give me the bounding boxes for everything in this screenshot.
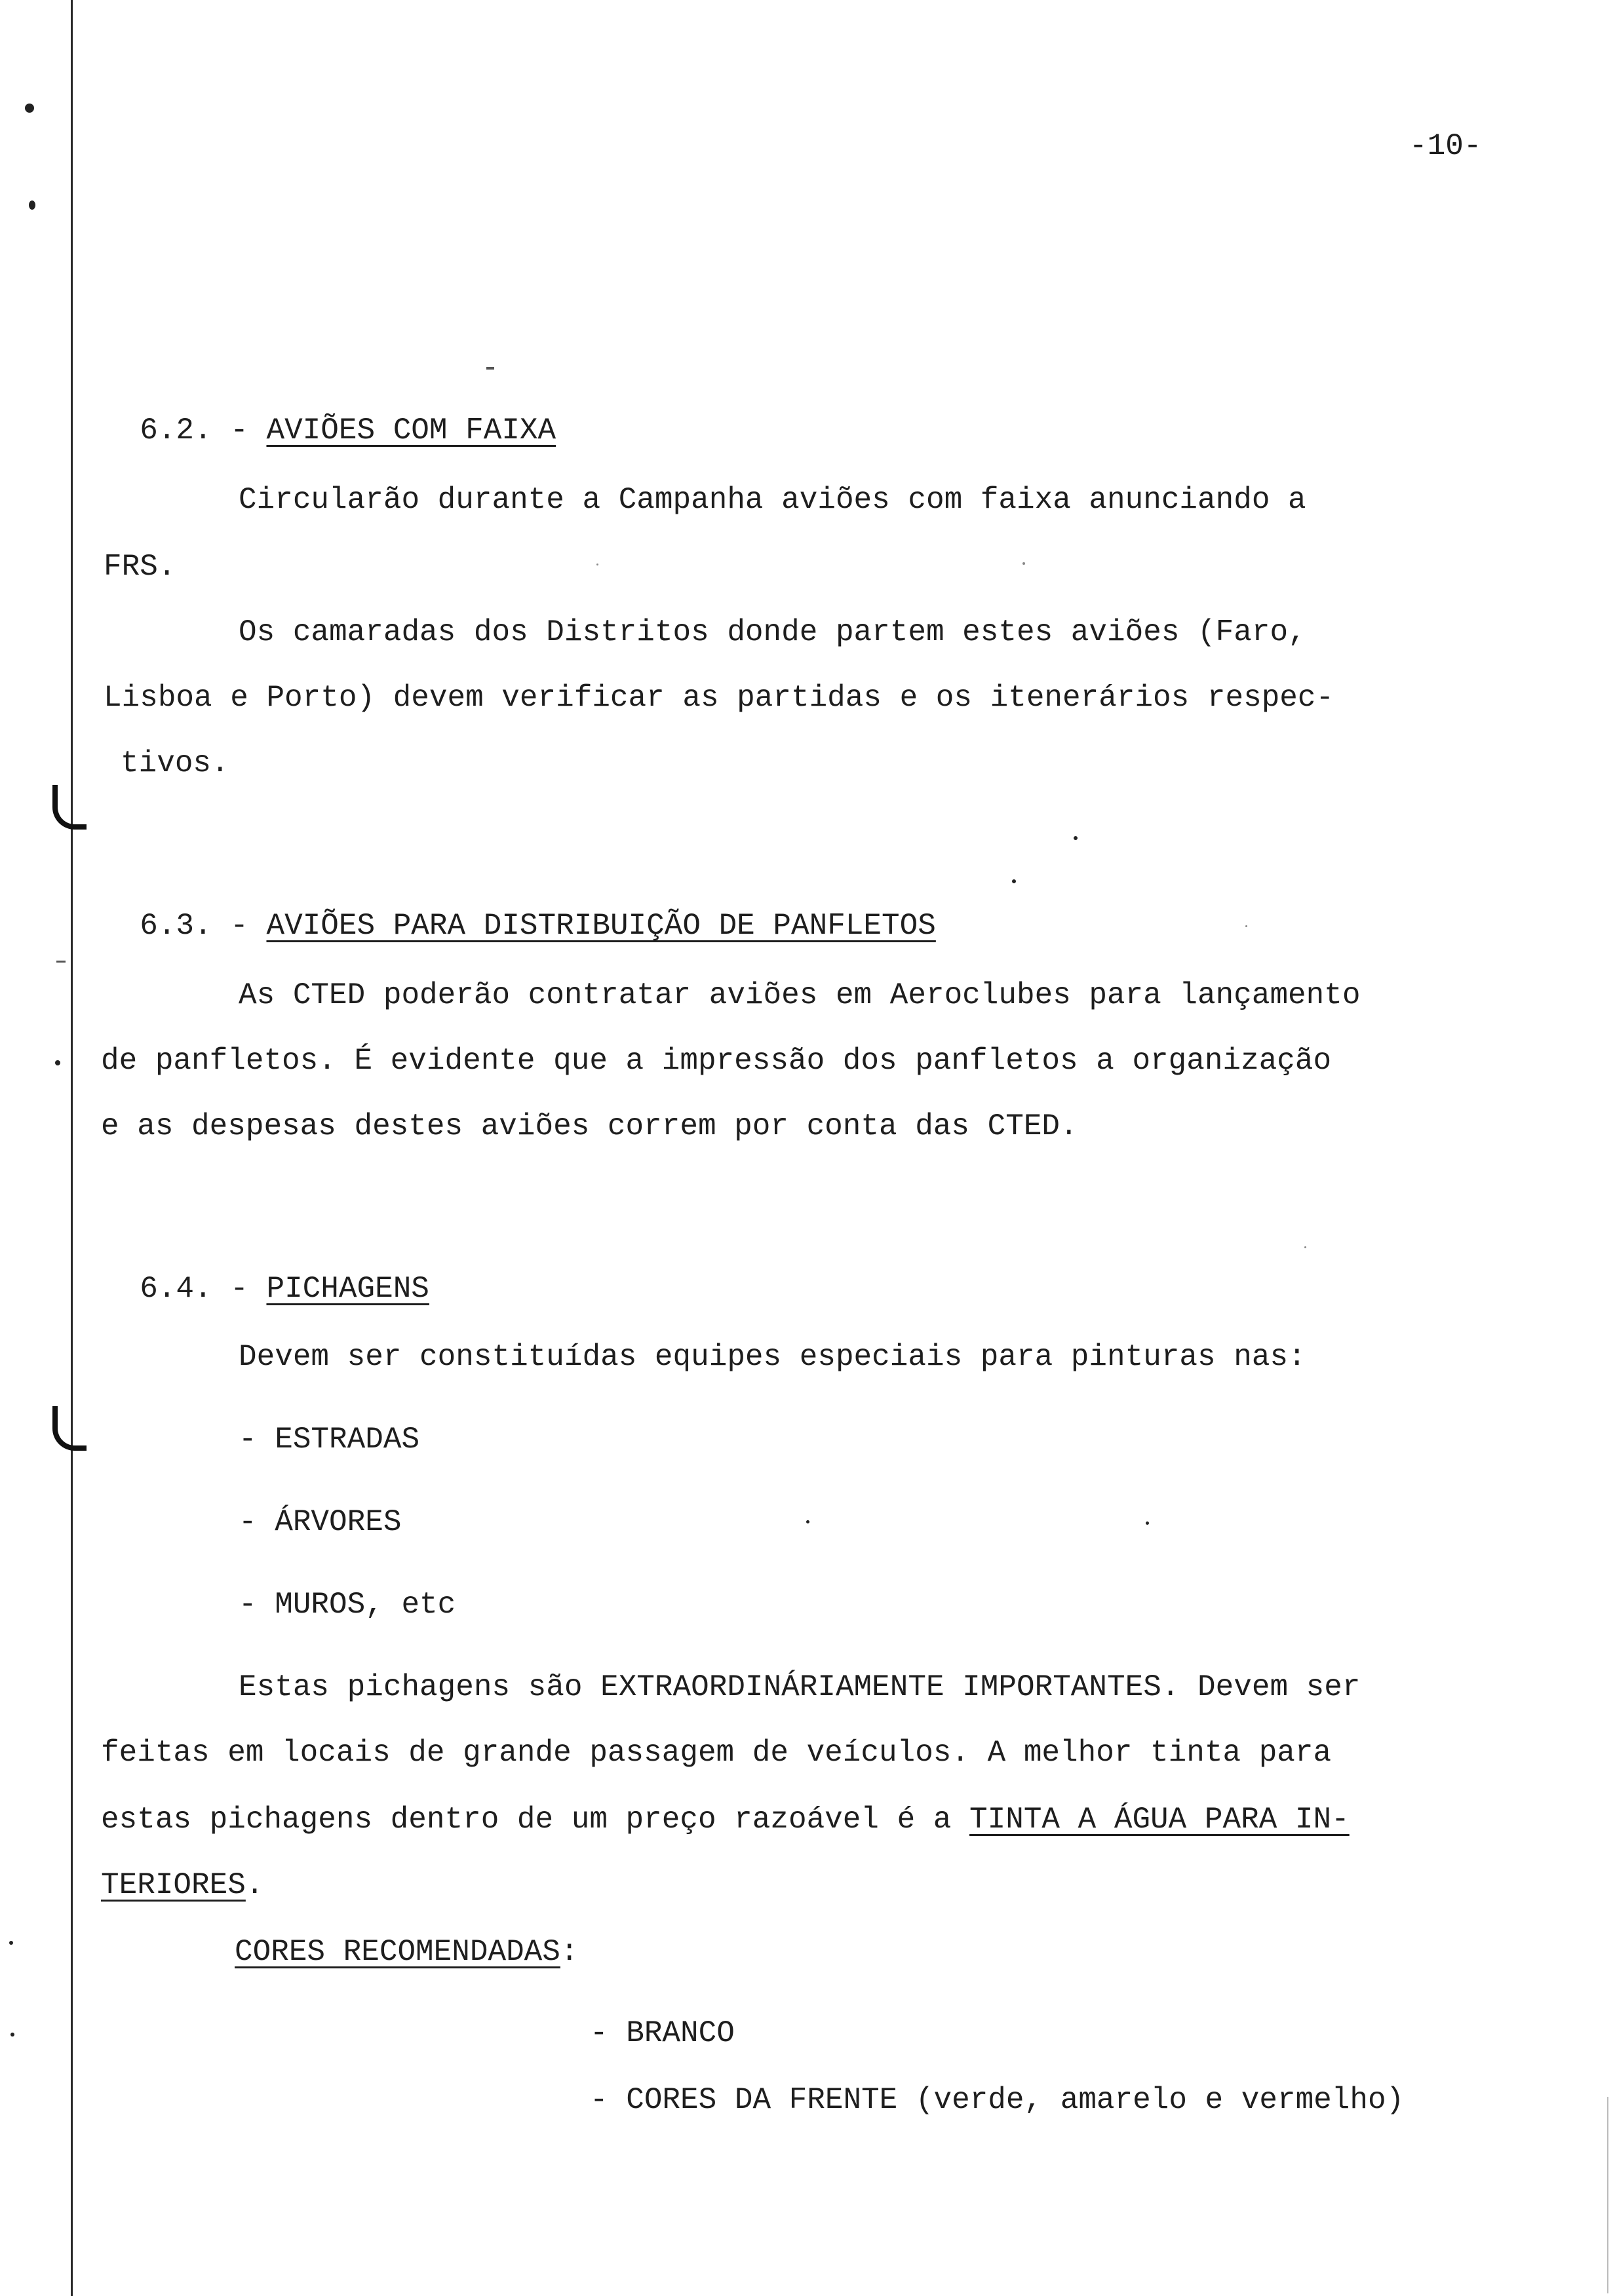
speck (1245, 925, 1247, 927)
section-title: AVIÕES PARA DISTRIBUIÇÃO DE PANFLETOS (266, 909, 936, 943)
speck (806, 1520, 809, 1523)
paragraph-line: feitas em locais de grande passagem de veículos. A melhor tinta para (101, 1736, 1332, 1770)
punch-mark (25, 104, 34, 113)
margin-mark (486, 367, 494, 370)
colors-heading (235, 1937, 579, 1967)
section-heading (104, 1244, 429, 1304)
section-number: 6.2. - (140, 413, 248, 448)
hook-mark (52, 785, 87, 830)
hook-mark (52, 1406, 87, 1451)
section-number: 6.3. - (140, 909, 248, 943)
section-title: PICHAGENS (266, 1272, 429, 1306)
paragraph-line: Os camaradas dos Distritos donde partem estes aviões (Faro, (239, 615, 1306, 649)
paragraph-line (101, 1870, 263, 1900)
paragraph-text: estas pichagens dentro de um preço razoável é a (101, 1803, 970, 1837)
colors-heading-colon: : (560, 1935, 579, 1969)
speck (1304, 1246, 1306, 1248)
list-item: - ESTRADAS (239, 1423, 420, 1457)
emphasis-text: TINTA A ÁGUA PARA IN- (969, 1803, 1350, 1837)
punch-mark (55, 1060, 60, 1065)
paragraph-line: Estas pichagens são EXTRAORDINÁRIAMENTE IMPORTANTES. Devem ser (239, 1670, 1361, 1704)
color-item: - CORES DA FRENTE (verde, amarelo e vermelho) (590, 2083, 1405, 2117)
section-heading (104, 881, 936, 941)
section-title: AVIÕES COM FAIXA (266, 413, 556, 448)
speck (1022, 562, 1025, 565)
list-item: - MUROS, etc (239, 1588, 456, 1622)
speck (1074, 836, 1078, 840)
paragraph-line: Devem ser constituídas equipes especiais para pinturas nas: (239, 1340, 1306, 1374)
punch-mark (29, 201, 35, 210)
speck (1012, 879, 1016, 883)
paragraph-line: Lisboa e Porto) devem verificar as partidas e os itenerários respec- (104, 681, 1334, 715)
speck (1146, 1521, 1149, 1525)
edge-line (1607, 2097, 1608, 2293)
paragraph-line: FRS. (104, 550, 176, 584)
paragraph-line (101, 1805, 1350, 1835)
margin-mark (56, 961, 66, 963)
list-item: - ÁRVORES (239, 1505, 402, 1539)
paragraph-line: tivos. (121, 746, 229, 780)
colors-heading-text: CORES RECOMENDADAS (235, 1935, 560, 1969)
paragraph-text: . (245, 1868, 264, 1902)
binding-line (71, 0, 73, 2296)
speck (596, 564, 598, 565)
paragraph-line: e as despesas destes aviões correm por conta das CTED. (101, 1109, 1078, 1143)
section-heading (104, 385, 556, 446)
color-item: - BRANCO (590, 2016, 735, 2050)
paragraph-line: de panfletos. É evidente que a impressão dos panfletos a organização (101, 1044, 1332, 1078)
speck (9, 1941, 13, 1945)
paragraph-line: As CTED poderão contratar aviões em Aeroclubes para lançamento (239, 978, 1361, 1012)
page-number: -10- (1409, 129, 1482, 163)
speck (10, 2033, 14, 2037)
emphasis-text: TERIORES (101, 1868, 246, 1902)
section-number: 6.4. - (140, 1272, 248, 1306)
paragraph-line: Circularão durante a Campanha aviões com faixa anunciando a (239, 483, 1306, 517)
